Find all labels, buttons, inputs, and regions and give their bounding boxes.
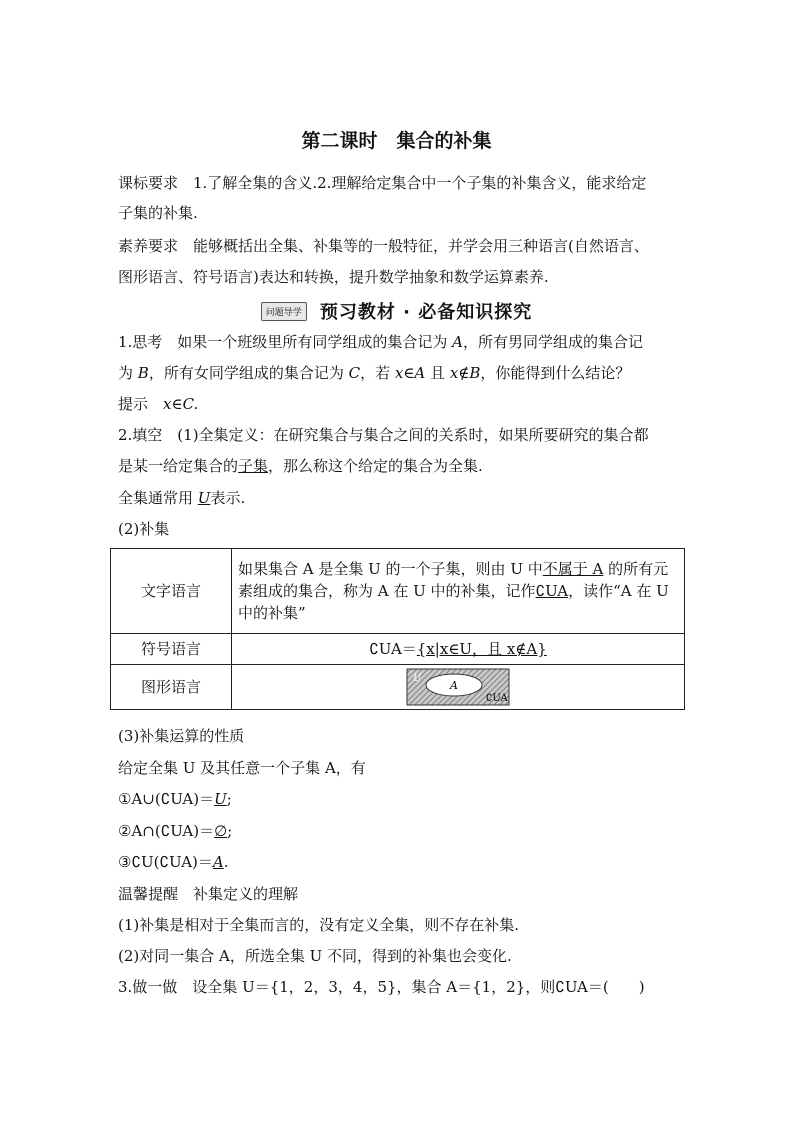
try-line: 3.做一做 设全集 U＝{1，2，3，4，5}，集合 A＝{1，2}，则∁UA＝( ): [118, 978, 645, 996]
think-var-b: B: [137, 364, 149, 382]
props-heading: (3)补集运算的性质: [118, 727, 245, 745]
table-row: [111, 665, 685, 710]
prop-text: ;: [226, 790, 232, 808]
cell-answer: {x|x∈U，且 x∉A}: [416, 640, 547, 658]
tips-heading: 温馨提醒 补集定义的理解: [118, 885, 299, 903]
fill-line-1: 2.填空 (1)全集定义：在研究集合与集合之间的关系时，如果所要研究的集合都: [118, 426, 649, 444]
fill-text: 是某一给定集合的: [118, 457, 239, 475]
fill-answer: U: [197, 489, 211, 507]
section-header: [0, 298, 793, 324]
complement-table: [110, 548, 685, 710]
table-row: [111, 634, 685, 665]
fill-line-3: [118, 488, 245, 508]
table-row: [111, 549, 685, 634]
row-header-figure: 图形语言: [111, 665, 232, 710]
venn-label-complement: ∁UA: [486, 693, 508, 704]
row-header-symbol: 符号语言: [111, 634, 232, 665]
hint-answer: x∈C.: [163, 395, 199, 413]
prop-text: ;: [227, 822, 233, 840]
prop-text: .: [223, 853, 229, 871]
cell-text: 素组成的集合，称为 A 在 U 中的补集，记作: [238, 582, 536, 600]
fill-line-2: [118, 456, 483, 476]
think-text: 1.思考 如果一个班级里所有同学组成的集合记为: [118, 333, 453, 351]
think-var-c: C: [348, 364, 361, 382]
prop-3: [118, 852, 229, 872]
prop-text: ③∁U(∁UA)＝: [118, 853, 213, 871]
think-text: ，若: [360, 364, 395, 382]
section-title: 预习教材 · 必备知识探究: [319, 302, 533, 323]
page-title: 第二课时 集合的补集: [301, 130, 492, 152]
literacy-line-1: 素养要求 能够概括出全集、补集等的一般特征，并学会用三种语言(自然语言、: [118, 237, 649, 255]
think-var-a: A: [452, 333, 463, 351]
text-definition-cell: [232, 549, 685, 634]
cell-text: 如果集合 A 是全集 U 的一个子集，则由 U 中: [238, 560, 543, 578]
think-cond: x∈A: [394, 364, 426, 382]
cell-answer: 不属于 A: [542, 560, 604, 578]
table-line: [238, 558, 678, 580]
cell-answer: ∁UA: [535, 582, 569, 600]
think-text: ，你能得到什么结论？: [480, 364, 631, 382]
prop-2: [118, 821, 232, 841]
think-cond: x∉B: [449, 364, 481, 382]
literacy-line-2: 图形语言、符号语言)表达和转换，提升数学抽象和数学运算素养.: [118, 268, 549, 286]
fill-text: 全集通常用: [118, 489, 198, 507]
prop-answer: ∅: [214, 822, 228, 840]
table-line: 中的补集”: [238, 604, 306, 622]
hint-line: [118, 394, 198, 414]
fill-text: ，那么称这个给定的集合为全集.: [268, 457, 483, 475]
fill-text: 表示.: [210, 489, 246, 507]
venn-label-a: A: [450, 679, 458, 692]
requirements-line-1: 课标要求 1.了解全集的含义.2.理解给定集合中一个子集的补集含义，能求给定: [118, 174, 647, 192]
requirements-line-2: 子集的补集.: [118, 204, 198, 222]
symbol-cell: [232, 634, 685, 665]
fill-line-4: (2)补集: [118, 520, 170, 538]
prop-1: [118, 789, 232, 809]
think-text: ，所有男同学组成的集合记: [462, 333, 643, 351]
prop-text: ①A∪(∁UA)＝: [118, 790, 215, 808]
cell-text: ∁UA＝: [369, 640, 417, 658]
cell-text: ，读作“A 在 U: [568, 582, 669, 600]
think-line-2: [118, 363, 630, 383]
think-line-1: [118, 332, 643, 352]
figure-cell: [232, 665, 685, 710]
think-text: 且: [425, 364, 450, 382]
hint-label: 提示: [118, 395, 164, 413]
tip-2: (2)对同一集合 A，所选全集 U 不同，得到的补集也会变化.: [118, 947, 512, 965]
fill-answer: 子集: [238, 457, 269, 475]
section-badge: 问题导学: [261, 302, 307, 321]
prop-text: ②A∩(∁UA)＝: [118, 822, 215, 840]
table-line: [238, 580, 678, 602]
venn-diagram: [406, 668, 510, 706]
tip-1: (1)补集是相对于全集而言的，没有定义全集，则不存在补集.: [118, 916, 520, 934]
cell-text: 的所有元: [603, 560, 669, 578]
props-given: 给定全集 U 及其任意一个子集 A，有: [118, 759, 366, 777]
think-text: ，所有女同学组成的集合记为: [148, 364, 349, 382]
venn-label-u: U: [413, 673, 422, 684]
prop-answer: A: [212, 853, 224, 871]
prop-answer: U: [214, 790, 227, 808]
row-header-text: 文字语言: [111, 549, 232, 634]
think-text: 为: [118, 364, 138, 382]
